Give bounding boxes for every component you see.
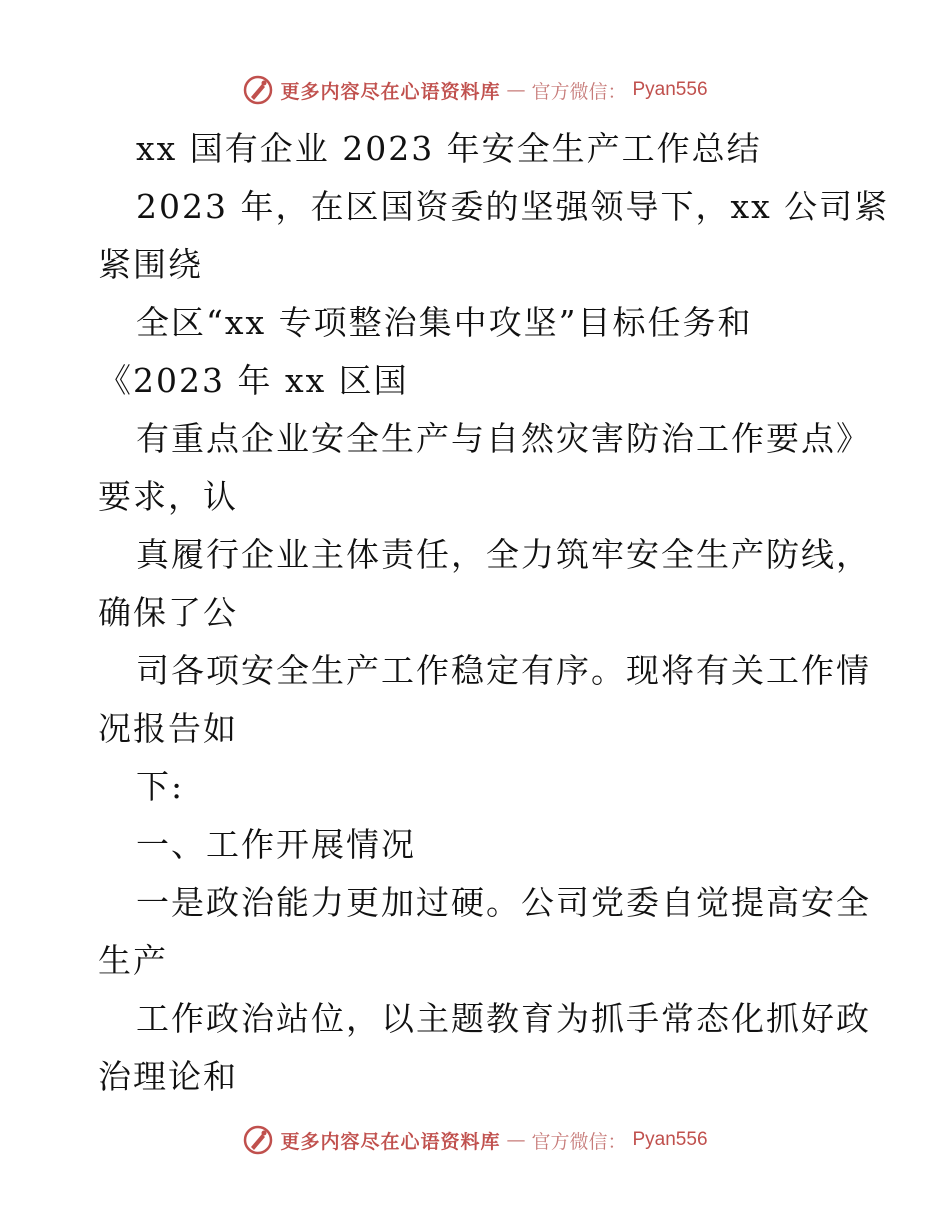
watermark-dash: — [506, 79, 526, 101]
paragraph-line: 治理论和 [98, 1057, 238, 1096]
paragraph-line: 《2023 年 xx 区国 [98, 361, 409, 400]
paragraph-line: 生产 [98, 941, 168, 980]
paragraph-line: 紧围绕 [98, 245, 203, 284]
paragraph-line: 司各项安全生产工作稳定有序。现将有关工作情 [136, 651, 871, 690]
paragraph-line: 确保了公 [98, 593, 238, 632]
paragraph-line: 下: [136, 767, 185, 806]
document-title: xx 国有企业 2023 年安全生产工作总结 [136, 129, 762, 168]
watermark-banner-bottom [0, 1120, 950, 1160]
paragraph-line: 有重点企业安全生产与自然灾害防治工作要点》 [136, 419, 871, 458]
watermark-handle: Pyan556 [632, 1129, 708, 1150]
paragraph-line: 工作政治站位，以主题教育为抓手常态化抓好政 [136, 999, 871, 1038]
watermark-main-text: 更多内容尽在心语资料库 [280, 1130, 501, 1153]
paragraph-line: 2023 年，在区国资委的坚强领导下，xx 公司紧 [136, 187, 890, 226]
section-heading: 一、工作开展情况 [136, 825, 416, 864]
watermark-official-label: 官方微信： [531, 80, 627, 103]
paragraph-line: 真履行企业主体责任，全力筑牢安全生产防线， [136, 535, 871, 574]
watermark-handle: Pyan556 [632, 79, 708, 100]
paragraph-line: 况报告如 [98, 709, 238, 748]
pen-logo-icon [242, 74, 274, 106]
watermark-dash: — [506, 1129, 526, 1151]
watermark-main-text: 更多内容尽在心语资料库 [280, 80, 501, 103]
paragraph-line: 要求，认 [98, 477, 238, 516]
watermark-official-label: 官方微信： [531, 1130, 627, 1153]
watermark-banner-top [0, 70, 950, 110]
paragraph-line: 一是政治能力更加过硬。公司党委自觉提高安全 [136, 883, 871, 922]
pen-logo-icon [242, 1124, 274, 1156]
paragraph-line: 全区“xx 专项整治集中攻坚”目标任务和 [136, 303, 753, 342]
document-body [98, 120, 890, 1106]
